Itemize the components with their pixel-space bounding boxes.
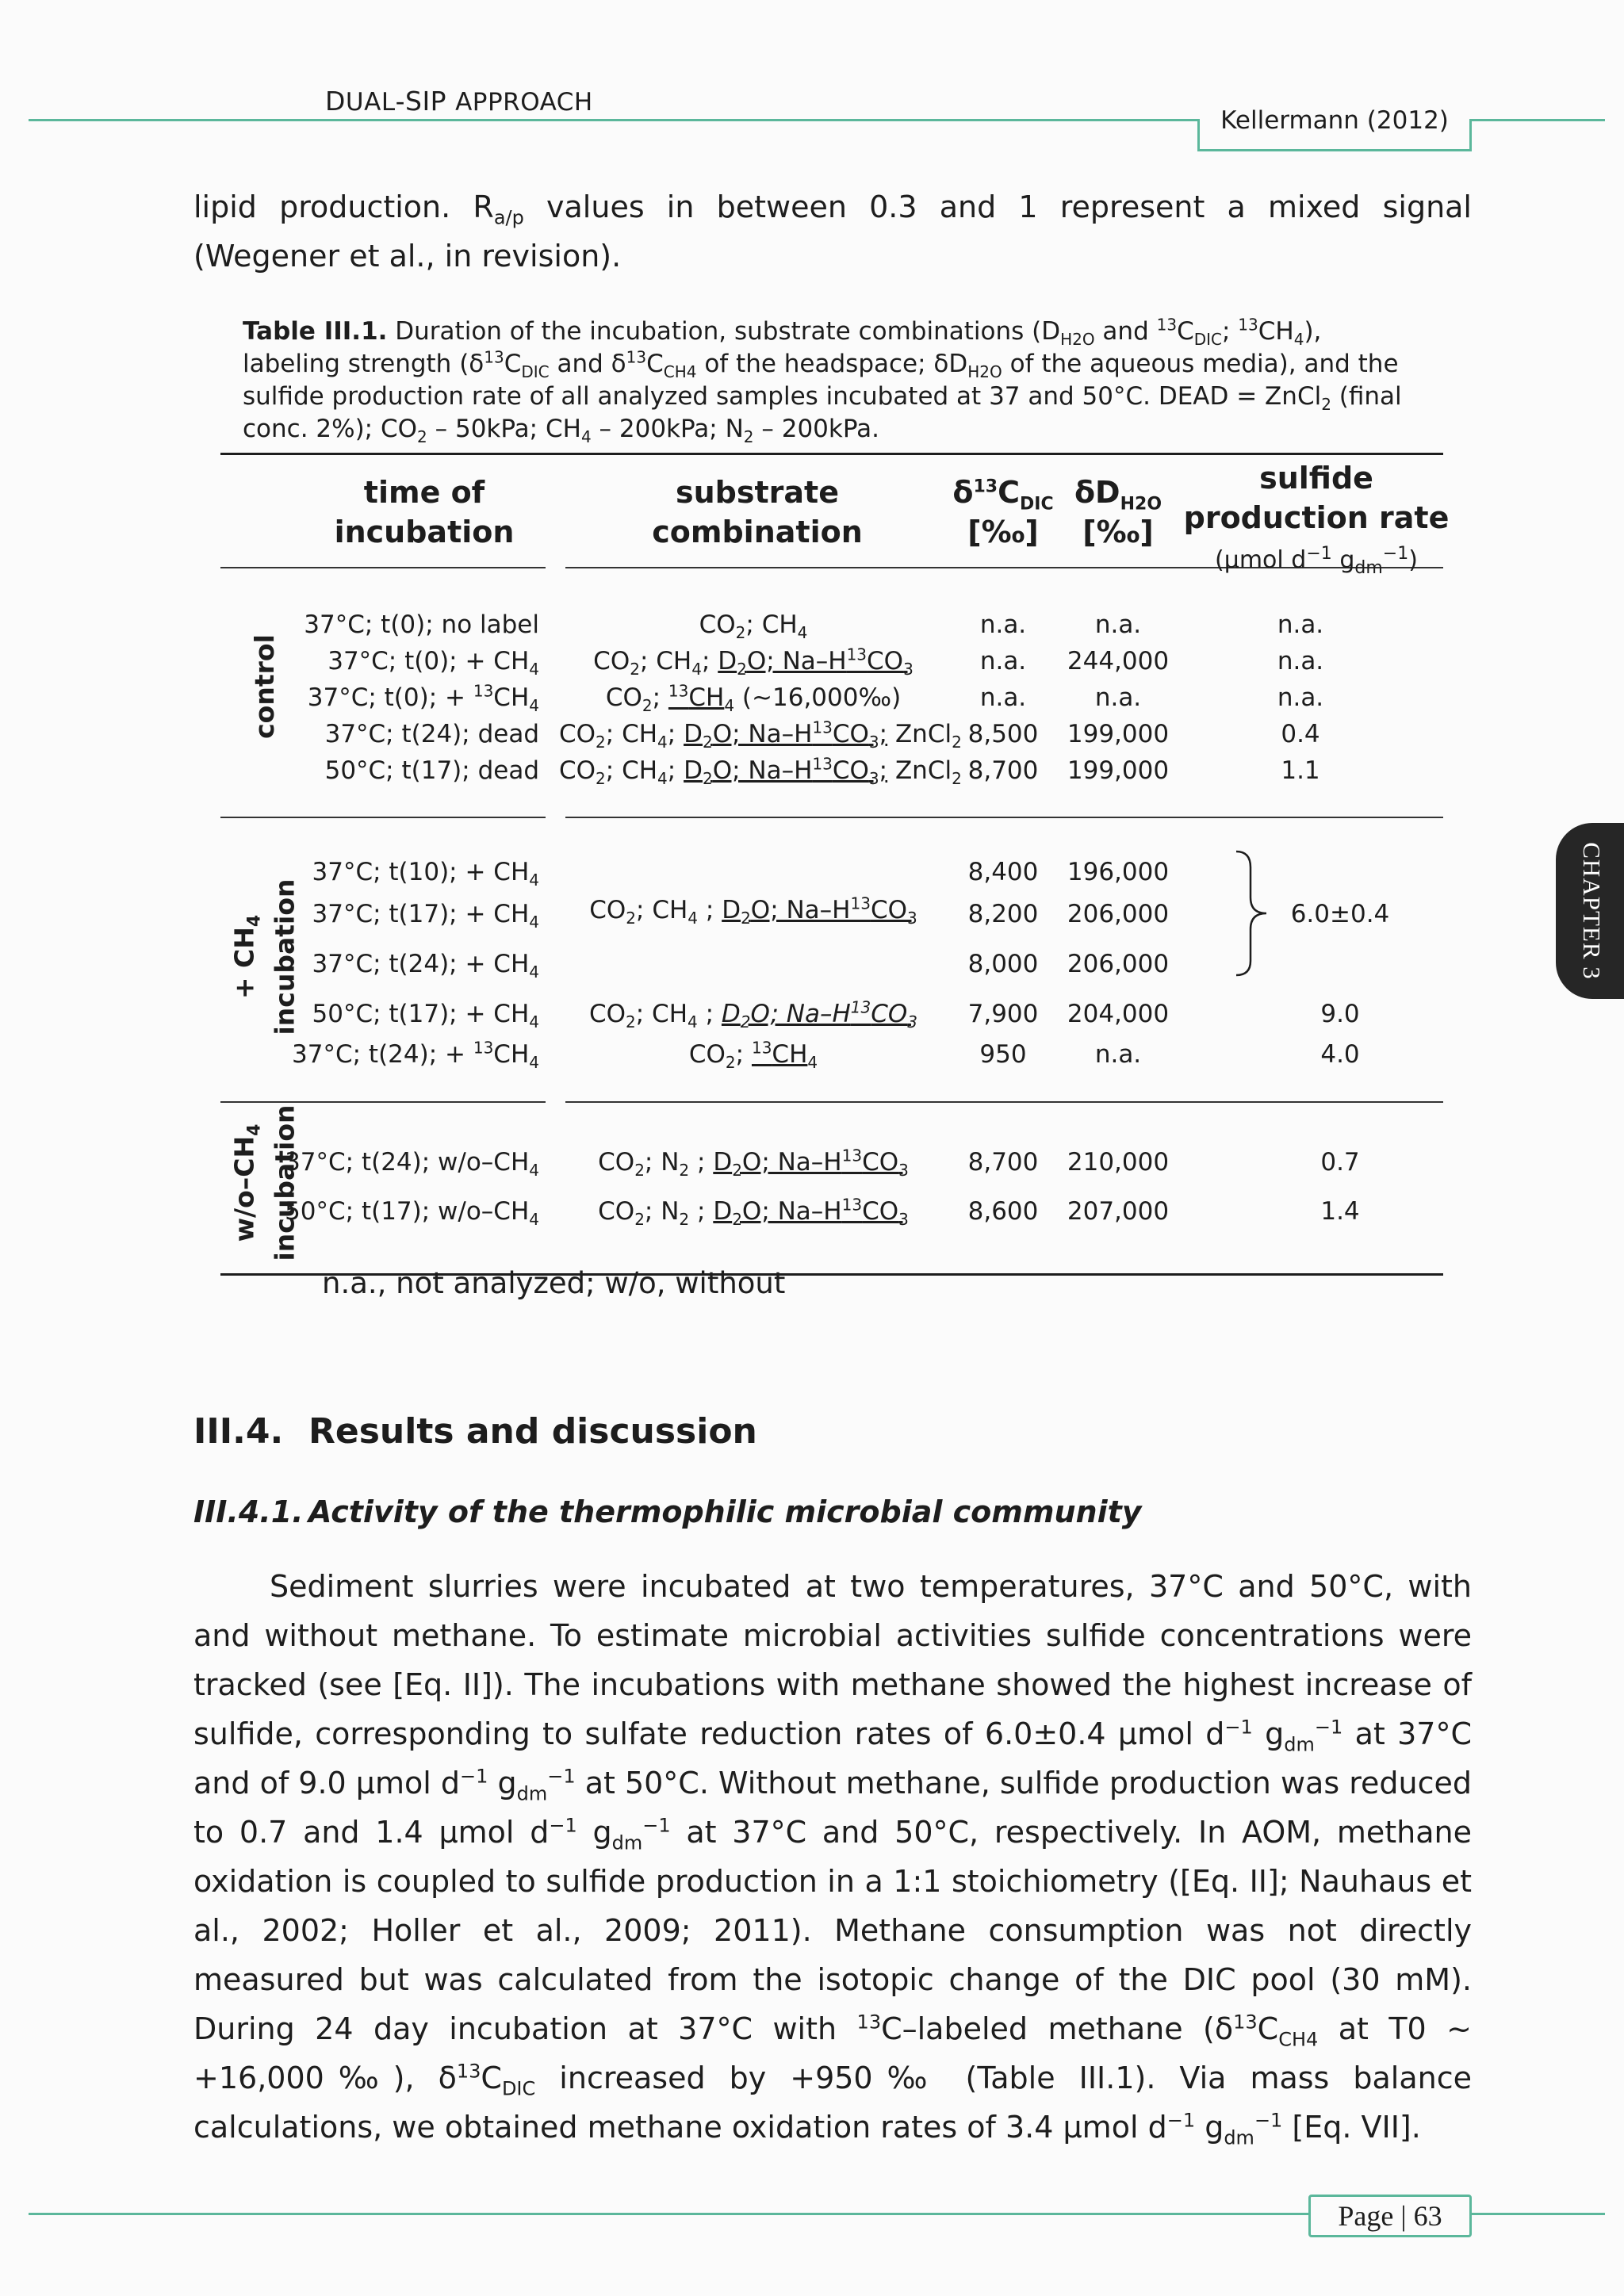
group-label-plus-ch4: + $CH_4$ incubation bbox=[228, 878, 301, 1035]
group-rule-left-1 bbox=[220, 817, 546, 818]
row5-time: 50°C; t(17); dead bbox=[324, 756, 539, 785]
row5-dd: 199,000 bbox=[1067, 756, 1170, 785]
row7-d13c: 8,200 bbox=[967, 900, 1039, 928]
row3-time: 37°C; t(0); + $^{13}CH_4$ bbox=[307, 681, 539, 716]
row1-substrate: $CO_2$; $CH_4$ bbox=[699, 610, 808, 643]
row12-dd: 207,000 bbox=[1067, 1197, 1170, 1226]
group-rule-right-1 bbox=[565, 817, 1443, 818]
row10-rate: 4.0 bbox=[1320, 1040, 1360, 1069]
row4-time: 37°C; t(24); dead bbox=[324, 720, 539, 748]
row9-dd: 204,000 bbox=[1067, 1000, 1170, 1028]
row11-dd: 210,000 bbox=[1067, 1148, 1170, 1177]
row7-substrate: $CO_2$; $CH_4$ ; $D_2O$; $Na-H^{13}CO_3$ bbox=[589, 894, 917, 928]
table-footnote: n.a., not analyzed; w/o, without bbox=[322, 1266, 786, 1300]
table-top-rule bbox=[220, 453, 1443, 455]
row5-d13c: 8,700 bbox=[967, 756, 1039, 785]
row11-substrate: $CO_2$; $N_2$ ; $D_2O$; $Na-H^{13}CO_3$ bbox=[598, 1146, 909, 1181]
chapter-tab: CHAPTER 3 bbox=[1556, 823, 1624, 999]
row3-substrate: $CO_2$; $^{13}CH_4$ (~16,000‰) bbox=[605, 681, 902, 716]
header-dd: $\delta D_{H2O}$ [‰] bbox=[1074, 475, 1162, 549]
table-caption: Table III.1. Duration of the incubation, substrate combinations ($D_{H2O}$ and $^{13}C_{DIC}$; $^{13}CH_4$), labeling strength ($\delta^{13}C_{DIC}$ and $\delta^{13}C_{CH4}$ of the headspace; $\delta D_{H2O}$ of the aqueous media), and the sulfide production rate of all analyzed samples incubated at 37 and 50°C. DEAD = ZnCl$_2$ (final conc. 2%); $CO_2 - 50kPa$; $CH_4 - 200kPa$; $N_2 - 200kPa$. bbox=[243, 315, 1402, 447]
running-title: DUAL-SIP APPROACH bbox=[325, 86, 593, 117]
row2-d13c: n.a. bbox=[979, 647, 1027, 675]
intro-paragraph: lipid production. $R_{a/p}$ values in between 0.3 and 1 represent a mixed signal (Wegener et al., in revision). bbox=[193, 189, 1472, 274]
header-time: time of incubation bbox=[334, 475, 515, 549]
row4-rate: 0.4 bbox=[1281, 720, 1320, 748]
row8-d13c: 8,000 bbox=[967, 950, 1039, 978]
section-heading: III.4. Results and discussion bbox=[193, 1411, 757, 1452]
row10-dd: n.a. bbox=[1094, 1040, 1142, 1069]
brace-icon bbox=[1233, 850, 1281, 977]
author-year: Kellermann (2012) bbox=[1220, 106, 1449, 135]
row10-time: 37°C; t(24); + $^{13}CH_4$ bbox=[292, 1038, 539, 1073]
row5-substrate: $CO_2$; $CH_4$; $D_2O$; $Na-H^{13}CO_3$; ZnCl$_2$ bbox=[559, 754, 962, 789]
row12-time: 50°C; t(17); $w/o-CH_4$ bbox=[285, 1197, 539, 1230]
row7-time: 37°C; t(17); + $CH_4$ bbox=[312, 900, 539, 932]
row3-d13c: n.a. bbox=[979, 683, 1027, 712]
header-d13c: $\delta^{13}C_{DIC}$ [‰] bbox=[952, 475, 1054, 549]
row12-rate: 1.4 bbox=[1320, 1197, 1360, 1226]
header-rule-left bbox=[220, 567, 546, 568]
row6-dd: 196,000 bbox=[1067, 858, 1170, 886]
group-label-wo-ch4: $w/o-CH_4$ incubation bbox=[228, 1104, 301, 1261]
row12-d13c: 8,600 bbox=[967, 1197, 1039, 1226]
row5-rate: 1.1 bbox=[1281, 756, 1320, 785]
row2-rate: n.a. bbox=[1277, 647, 1324, 675]
row1-d13c: n.a. bbox=[979, 610, 1027, 639]
row2-time: 37°C; t(0); + $CH_4$ bbox=[327, 647, 539, 679]
row8-dd: 206,000 bbox=[1067, 950, 1170, 978]
row4-d13c: 8,500 bbox=[967, 720, 1039, 748]
row10-d13c: 950 bbox=[979, 1040, 1027, 1069]
row10-substrate: $CO_2$; $^{13}CH_4$ bbox=[688, 1038, 818, 1073]
row11-rate: 0.7 bbox=[1320, 1148, 1360, 1177]
row9-d13c: 7,900 bbox=[967, 1000, 1039, 1028]
row4-dd: 199,000 bbox=[1067, 720, 1170, 748]
row11-d13c: 8,700 bbox=[967, 1148, 1039, 1177]
body-paragraph: Sediment slurries were incubated at two temperatures, 37°C and 50°C, with and without methane. To estimate microbial activities sulfide concentrations were tracked (see [Eq. II]). The incubations with methane showed the highest increase of sulfide, corresponding to sulfate reduction rates of 6.0±0.4 µmol $d^{-1}$ $g_{dm}^{-1}$ at 37°C and of 9.0 µmol $d^{-1}$ $g_{dm}^{-1}$ at 50°C. Without methane, sulfide production was reduced to 0.7 and 1.4 µmol $d^{-1}$ $g_{dm}^{-1}$ at 37°C and 50°C, respectively. In AOM, methane oxidation is coupled to sulfide production in a 1:1 stoichiometry ([Eq. II]; Nauhaus et al., 2002; Holler et al., 2009; 2011). Methane consumption was not directly measured but was calculated from the isotopic change of the DIC pool (30 mM). During 24 day incubation at 37°C with $^{13}$C–labeled methane ($\delta^{13}C_{CH4}$ at T0 ~ +16,000‰), $\delta^{13}C_{DIC}$ increased by +950‰ (Table III.1). Via mass balance calculations, we obtained methane oxidation rates of 3.4 µmol $d^{-1}$ $g_{dm}^{-1}$ [Eq. VII]. bbox=[193, 1569, 1473, 2149]
group-label-control: control bbox=[249, 634, 280, 739]
row1-rate: n.a. bbox=[1277, 610, 1324, 639]
row1-dd: n.a. bbox=[1094, 610, 1142, 639]
row11-time: 37°C; t(24); $w/o-CH_4$ bbox=[285, 1148, 539, 1181]
row8-time: 37°C; t(24); + $CH_4$ bbox=[312, 950, 539, 982]
header-sulfide: sulfide production rate (µmol $d^{-1}$ $g_{dm}^{-1}$) bbox=[1183, 461, 1450, 578]
row9-time: 50°C; t(17); + $CH_4$ bbox=[312, 1000, 539, 1032]
row9-rate: 9.0 bbox=[1320, 1000, 1360, 1028]
rows6-8-rate: 6.0±0.4 bbox=[1290, 900, 1390, 928]
row12-substrate: $CO_2$; $N_2$ ; $D_2O$; $Na-H^{13}CO_3$ bbox=[598, 1195, 909, 1230]
page-number: Page | 63 bbox=[1308, 2195, 1472, 2237]
row3-dd: n.a. bbox=[1094, 683, 1142, 712]
group-rule-left-2 bbox=[220, 1101, 546, 1103]
row6-d13c: 8,400 bbox=[967, 858, 1039, 886]
row4-substrate: $CO_2$; $CH_4$; $D_2O$; $Na-H^{13}CO_3$; ZnCl$_2$ bbox=[559, 718, 962, 752]
group-rule-right-2 bbox=[565, 1101, 1443, 1103]
row2-dd: 244,000 bbox=[1067, 647, 1170, 675]
header-substrate: substrate combination bbox=[652, 475, 863, 549]
row9-substrate: $CO_2$; $CH_4$ ; $D_2O$; $Na-H^{13}CO_3$ bbox=[588, 997, 918, 1032]
row6-time: 37°C; t(10); + $CH_4$ bbox=[312, 858, 539, 890]
row7-dd: 206,000 bbox=[1067, 900, 1170, 928]
row3-rate: n.a. bbox=[1277, 683, 1324, 712]
row2-substrate: $CO_2$; $CH_4$; $D_2O$; $Na-H^{13}CO_3$ bbox=[593, 645, 914, 679]
subsection-heading: III.4.1. Activity of the thermophilic microbial community bbox=[193, 1494, 1142, 1529]
row1-time: 37°C; t(0); no label bbox=[304, 610, 539, 639]
